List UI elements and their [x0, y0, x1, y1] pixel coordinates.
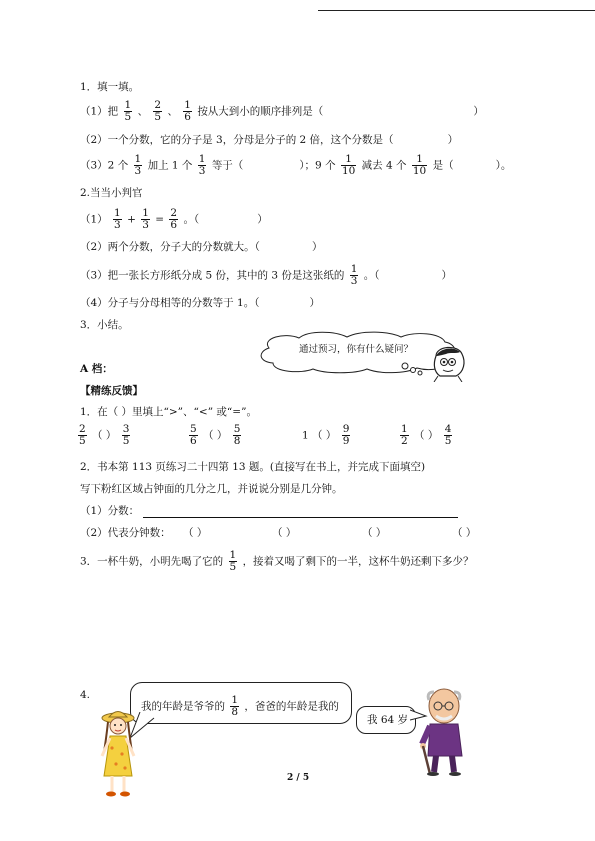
fraction [113, 208, 122, 231]
frac-num: 1 [350, 263, 358, 275]
girl-illustration-icon [98, 706, 138, 798]
frac-num: 2 [154, 99, 162, 111]
frac-den: 6 [190, 435, 197, 447]
ex2-desc: 写下粉红区域占钟面的几分之几，并说说分别是几分钟。 [80, 483, 343, 495]
fraction [169, 208, 178, 231]
frac-num: 9 [342, 423, 350, 435]
minutes-blank[interactable]: （ ） [362, 527, 387, 539]
frac-den: 2 [401, 435, 408, 447]
section2-title: 2.当当小判官 [80, 187, 143, 199]
cloud-text: 通过预习，你有什么疑问？ [299, 344, 414, 355]
frac-den: 10 [412, 165, 427, 177]
frac-den: 6 [170, 219, 178, 231]
frac-num: 1 [412, 154, 427, 166]
fraction [134, 154, 143, 177]
compare-blank[interactable]: （ ） [414, 429, 439, 442]
fraction [141, 208, 150, 231]
compare-blank[interactable]: （ ） [203, 429, 228, 442]
frac-num: 1 [124, 99, 132, 111]
ex3-text: ，接着又喝了剩下的一半，这杯牛奶还剩下多少？ [242, 555, 474, 568]
fraction [350, 264, 359, 287]
frac-den: 3 [198, 165, 206, 177]
paren-close: ） [473, 105, 484, 118]
sec2-q1 [80, 208, 268, 231]
frac-den: 3 [142, 219, 149, 231]
girl-speech-text: 我的年龄是爷爷的 [141, 700, 225, 713]
fraction-label: （1）分数： [80, 505, 140, 517]
sec1-q2-text: （2）一个分数，它的分子是 3，分母是分子的 2 倍，这个分数是（ [80, 134, 394, 146]
ex1-title: 1．在（ ）里填上“>”、“<” 或“=”。 [80, 406, 257, 418]
fraction [153, 100, 162, 123]
compare-item [302, 424, 352, 447]
minutes-blank[interactable]: （ ） [183, 527, 208, 539]
frac-den: 5 [229, 561, 237, 573]
compare-item [398, 424, 454, 447]
sec1-q3 [80, 154, 511, 177]
frac-num: 1 [184, 99, 191, 111]
plus-sign: + [127, 213, 136, 226]
ex2-minutes-row [80, 526, 171, 540]
sec1-q3-text: 减去 4 个 [361, 159, 407, 172]
frac-num: 1 [341, 154, 356, 166]
frac-num: 1 [401, 423, 408, 435]
fraction [342, 424, 351, 447]
paren-close: ）。 [495, 159, 512, 172]
grandpa-speech: 我 64 岁 [367, 714, 409, 726]
sec1-q3-pre: （3）2 个 [80, 159, 129, 172]
frac-num: 1 [134, 153, 142, 165]
frac-den: 9 [342, 435, 350, 447]
compare-item [187, 424, 243, 447]
page-number: 2 / 5 [287, 773, 310, 783]
paren-close: ） [447, 134, 459, 146]
frac-den: 3 [114, 219, 121, 231]
sec2-q1-post: 。（ [183, 213, 200, 226]
ex3-text: 3．一杯牛奶，小明先喝了它的 [80, 555, 224, 568]
frac-den: 8 [233, 435, 241, 447]
sec1-q3-text: 等于（ [211, 159, 244, 172]
frac-num: 1 [114, 207, 121, 219]
sec1-q1-pre: （1）把 [80, 105, 119, 118]
grandpa-illustration-icon [418, 686, 470, 776]
frac-den: 8 [231, 706, 239, 718]
sec1-q1 [80, 100, 484, 123]
frac-den: 3 [350, 275, 358, 287]
sec1-q3-text: ）；9 个 [299, 159, 336, 172]
fraction [400, 424, 409, 447]
compare-blank[interactable]: （ ） [92, 429, 117, 442]
paren-close: ） [309, 297, 320, 309]
girl-speech-text: ，爸爸的年龄是我的 [244, 700, 339, 713]
fraction [198, 154, 207, 177]
level-a-label: A 档： [80, 363, 113, 375]
frac-num: 2 [79, 423, 86, 435]
ex3-question [80, 550, 474, 573]
frac-num: 1 [198, 153, 206, 165]
frac-num: 5 [233, 423, 241, 435]
ex2-fraction-row [80, 504, 458, 518]
frac-den: 10 [341, 165, 356, 177]
header-rule [318, 10, 595, 11]
frac-num: 2 [170, 207, 178, 219]
minutes-blank[interactable]: （ ） [452, 527, 477, 539]
minutes-blank[interactable]: （ ） [272, 527, 297, 539]
fraction [78, 424, 87, 447]
equals-sign: = [155, 213, 165, 226]
minutes-label: （2）代表分钟数： [80, 527, 171, 539]
separator: 、 [137, 105, 149, 118]
frac-num: 4 [444, 423, 452, 435]
girl-speech-bubble [130, 682, 352, 724]
fraction [189, 424, 198, 447]
ex4-number: 4. [80, 689, 91, 701]
fraction [444, 424, 453, 447]
frac-num: 5 [190, 423, 197, 435]
frac-num: 3 [122, 423, 130, 435]
sec1-q1-post: 按从大到小的顺序排列是（ [197, 105, 324, 118]
cartoon-kid-icon [428, 342, 468, 382]
grandpa-speech-bubble [356, 706, 416, 734]
fraction [122, 424, 131, 447]
sec2-q3 [80, 264, 452, 287]
frac-den: 5 [444, 435, 452, 447]
sec2-q3-text: （3）把一张长方形纸分成 5 份，其中的 3 份是这张纸的 [80, 269, 345, 282]
fraction [233, 424, 242, 447]
fraction [341, 154, 356, 177]
sec2-q1-pre: （1） [80, 213, 108, 226]
sec2-q3-post: 。（ [363, 269, 380, 282]
section3-title: 3．小结。 [80, 319, 129, 331]
paren-close: ） [311, 241, 323, 253]
compare-item [76, 424, 132, 447]
frac-num: 1 [142, 207, 149, 219]
sec1-q3-text: 是（ [432, 159, 454, 172]
frac-den: 3 [134, 165, 142, 177]
separator: 、 [167, 105, 178, 118]
feedback-title: 【精练反馈】 [80, 385, 143, 397]
frac-den: 6 [184, 111, 191, 123]
frac-den: 5 [124, 111, 132, 123]
fraction [183, 100, 192, 123]
girl-speech [141, 695, 339, 718]
sec2-q2 [80, 240, 322, 254]
sec1-q2 [80, 133, 458, 147]
fraction [229, 550, 238, 573]
fraction [412, 154, 427, 177]
fraction-answer-line[interactable] [143, 507, 458, 518]
frac-den: 5 [154, 111, 162, 123]
whole-number: 1 [302, 429, 309, 442]
sec1-q3-text: 加上 1 个 [147, 159, 193, 172]
sec2-q4 [80, 296, 320, 310]
sec2-q2-text: （2）两个分数，分子大的分数就大。（ [80, 241, 260, 253]
frac-den: 5 [122, 435, 130, 447]
paren-close: ） [257, 213, 268, 226]
ex2-title: 2．书本第 113 页练习二十四第 13 题。(直接写在书上，并完成下面填空) [80, 461, 426, 473]
frac-num: 1 [229, 549, 237, 561]
fraction [124, 100, 133, 123]
paren-close: ） [441, 269, 453, 282]
section1-title: 1．填一填。 [80, 81, 140, 93]
frac-num: 1 [231, 694, 239, 706]
sec2-q4-text: （4）分子与分母相等的分数等于 1。（ [80, 297, 260, 309]
frac-den: 5 [79, 435, 86, 447]
compare-blank[interactable]: （ ） [312, 429, 337, 442]
fraction [230, 695, 239, 718]
